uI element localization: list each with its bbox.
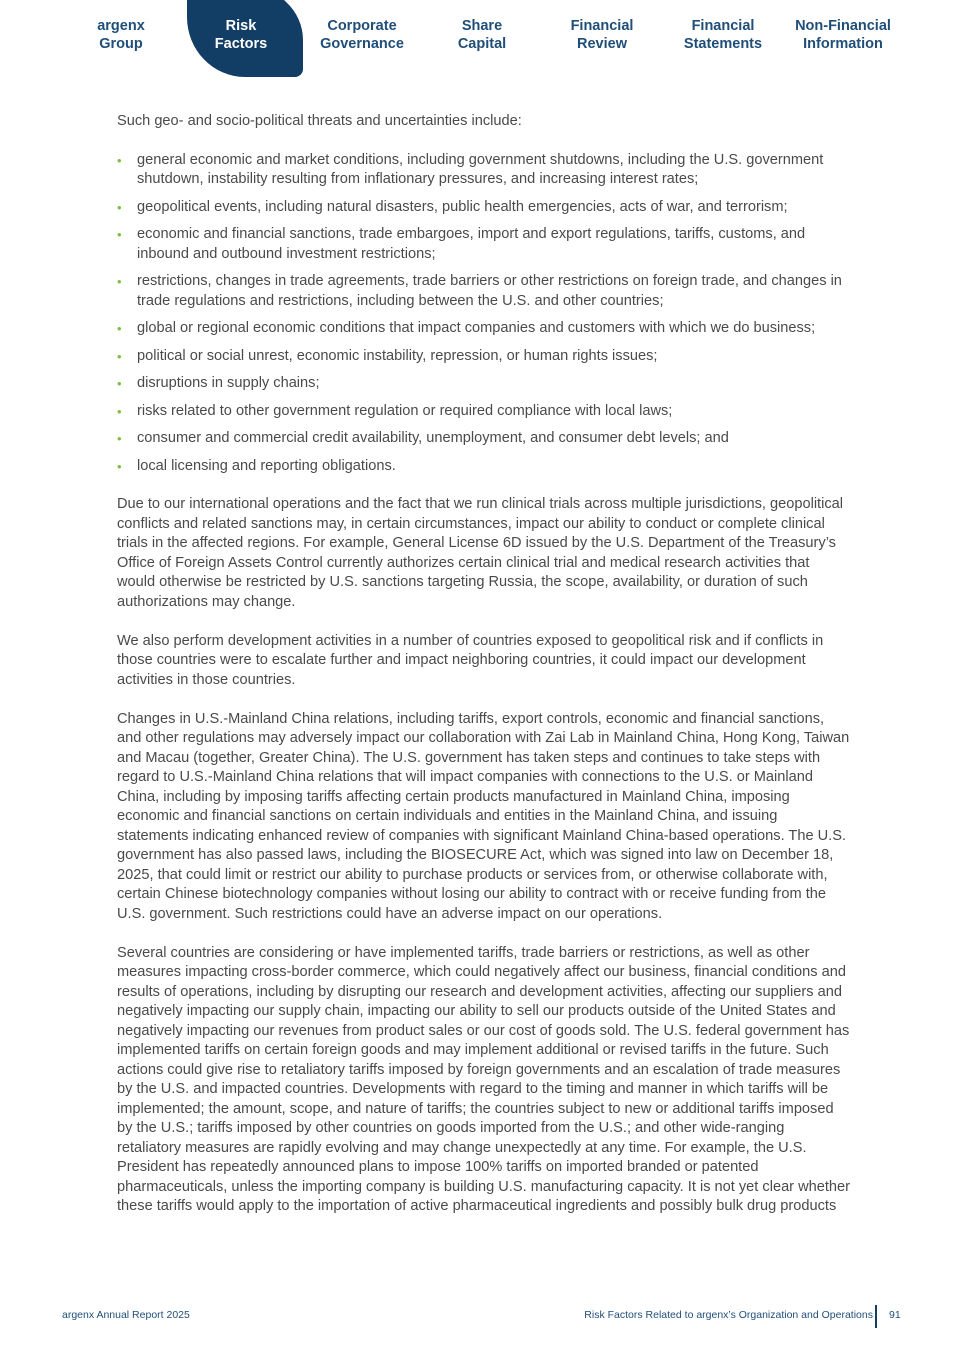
- list-item: [117, 402, 851, 422]
- list-item-text: risks related to other government regulation or required compliance with local laws;: [137, 402, 673, 419]
- tab-label-line2: Capital: [457, 36, 507, 52]
- intro-sentence: Such geo- and socio-political threats and uncertainties include:: [117, 113, 522, 129]
- bullet-icon: •: [117, 403, 122, 419]
- paragraph-development-activities: We also perform development activities in a number of countries exposed to geopolitical risk and if conflicts in those countries were to escalate further and impact neighboring countries, it could impact our development activities in those countries.: [117, 632, 824, 688]
- list-item: [117, 347, 851, 367]
- tab-label-line2: Information: [803, 36, 883, 52]
- tab-financial-statements[interactable]: [663, 17, 783, 57]
- tab-risk-factors[interactable]: [181, 17, 301, 57]
- footer-report-title: argenx Annual Report 2025: [62, 1309, 190, 1321]
- tab-label-line1: Financial: [691, 18, 755, 34]
- tab-label-line2: Group: [99, 36, 143, 52]
- tab-label-line2: Governance: [320, 36, 404, 52]
- list-item-text: restrictions, changes in trade agreements, trade barriers or other restrictions on foreign trade, and changes in trade regulations and restrictions, including between the U.S. and other countries;: [137, 273, 842, 309]
- footer-divider: [875, 1305, 877, 1328]
- bullet-icon: •: [117, 152, 122, 168]
- list-item-text: political or social unrest, economic instability, repression, or human rights issues;: [137, 347, 658, 364]
- tab-label-line1: Corporate: [327, 18, 397, 34]
- tab-label-line1: Financial: [570, 18, 634, 34]
- top-navigation: [0, 0, 964, 80]
- list-item: [117, 151, 851, 190]
- bullet-icon: •: [117, 458, 122, 474]
- list-item: [117, 429, 851, 449]
- tab-label-line2: Review: [577, 36, 627, 52]
- tab-label-line1: Share: [461, 18, 503, 34]
- bullet-icon: •: [117, 227, 122, 242]
- list-item-text: consumer and commercial credit availability, unemployment, and consumer debt levels; and: [137, 430, 729, 446]
- paragraph-tariffs: Several countries are considering or have implemented tariffs, trade barriers or restrictions, as well as other measures impacting cross-border commerce, which could negatively affect our business, financial conditions and results of operations, including by disrupting our research and development activities, affecting our suppliers and negatively impacting our supply chain, impacting our ability to sell our products outside of the United States and negatively impacting our revenues from product sales or our cost of goods sold. The U.S. federal government has implemented tariffs on certain foreign goods and may implement additional or revised tariffs in the future. Such actions could give rise to retaliatory tariffs imposed by foreign governments and an escalation of trade measures by the U.S. and impacted countries. Developments with regard to the timing and manner in which tariffs will be implemented; the amount, scope, and nature of tariffs; the countries subject to new or additional tariffs imposed by the U.S.; tariffs imposed by other countries on goods imported from the U.S.; and other wide-ranging retaliatory measures are rapidly evolving and may change unexpectedly at any time. For example, the U.S. President has repeatedly announced plans to impose 100% tariffs on imported branded or patented pharmaceuticals, unless the importing company is building U.S. manufacturing capacity. It is not yet clear whether these tariffs would apply to the importation of active pharmaceutical ingredients and possibly bulk drug products: [117, 944, 851, 1214]
- list-item: [117, 198, 851, 218]
- tab-non-financial-information[interactable]: [783, 17, 903, 57]
- tab-share-capital[interactable]: [422, 17, 542, 57]
- tab-argenx-group[interactable]: [61, 17, 181, 57]
- bullet-icon: •: [117, 376, 122, 391]
- list-item: [117, 374, 851, 394]
- threat-list: [117, 151, 851, 477]
- list-item-text: general economic and market conditions, including government shutdowns, including the U.S. government shutdown, instability resulting from inflationary pressures, and increasing interest rates;: [137, 151, 824, 187]
- list-item: [117, 457, 851, 477]
- list-item-text: global or regional economic conditions that impact companies and customers with which we do business;: [137, 320, 816, 336]
- main-content: [117, 112, 851, 1236]
- bullet-icon: •: [117, 199, 122, 215]
- footer-section-title[interactable]: Risk Factors Related to argenx’s Organization and Operations: [584, 1309, 873, 1321]
- paragraph-us-china-relations: Changes in U.S.-Mainland China relations, including tariffs, export controls, economic and financial sanctions, and other regulations may adversely impact our collaboration with Zai Lab in Mainland China, Hong Kong, Taiwan and Macau (together, Greater China). The U.S. government has taken steps and continues to take steps with regard to U.S.-Mainland China relations that will impact companies with connections to the U.S. or Mainland China, including by imposing tariffs affecting certain products manufactured in Mainland China, imposing economic and financial sanctions on certain individuals and entities in the Mainland China, and issuing statements indicating enhanced review of companies with significant Mainland China-based operations. The U.S. government has also passed laws, including the BIOSECURE Act, which was signed into law on December 18, 2025, that could limit or restrict our ability to purchase products or services from, or otherwise collaborate with, certain Chinese biotechnology companies without losing our ability to contract with or receive funding from the U.S. government. Such restrictions could have an adverse impact on our operations.: [117, 710, 850, 922]
- tab-financial-review[interactable]: [542, 17, 662, 57]
- tab-label-line1: Non-Financial: [795, 18, 891, 34]
- tab-corporate-governance[interactable]: [302, 17, 422, 57]
- paragraph-clinical-trials: Due to our international operations and the fact that we run clinical trials across multiple jurisdictions, geopolitical conflicts and related sanctions may, in certain circumstances, impact our ability to conduct or complete clinical trials in the affected regions. For example, General License 6D issued by the U.S. Department of the Treasury’s Office of Foreign Assets Control currently authorizes certain clinical trial and medical research activities that would otherwise be restricted by U.S. sanctions targeting Russia, the scope, availability, or duration of such authorizations may change.: [117, 496, 844, 610]
- list-item: [117, 225, 851, 264]
- tab-label-line1: Risk: [225, 18, 257, 34]
- bullet-icon: •: [117, 431, 122, 446]
- list-item: [117, 319, 851, 339]
- tab-label-line2: Factors: [214, 36, 268, 52]
- bullet-icon: •: [117, 348, 122, 364]
- tab-label-line2: Statements: [683, 36, 763, 52]
- bullet-icon: •: [117, 321, 122, 336]
- tab-label-line1: argenx: [97, 18, 145, 34]
- list-item: [117, 272, 851, 311]
- list-item-text: geopolitical events, including natural disasters, public health emergencies, acts of war, and terrorism;: [137, 198, 788, 215]
- page-number: 91: [889, 1309, 901, 1321]
- list-item-text: economic and financial sanctions, trade embargoes, import and export regulations, tariffs, customs, and inbound and outbound investment restrictions;: [137, 226, 806, 262]
- bullet-icon: •: [117, 274, 122, 289]
- list-item-text: local licensing and reporting obligations.: [137, 457, 396, 474]
- list-item-text: disruptions in supply chains;: [137, 375, 320, 391]
